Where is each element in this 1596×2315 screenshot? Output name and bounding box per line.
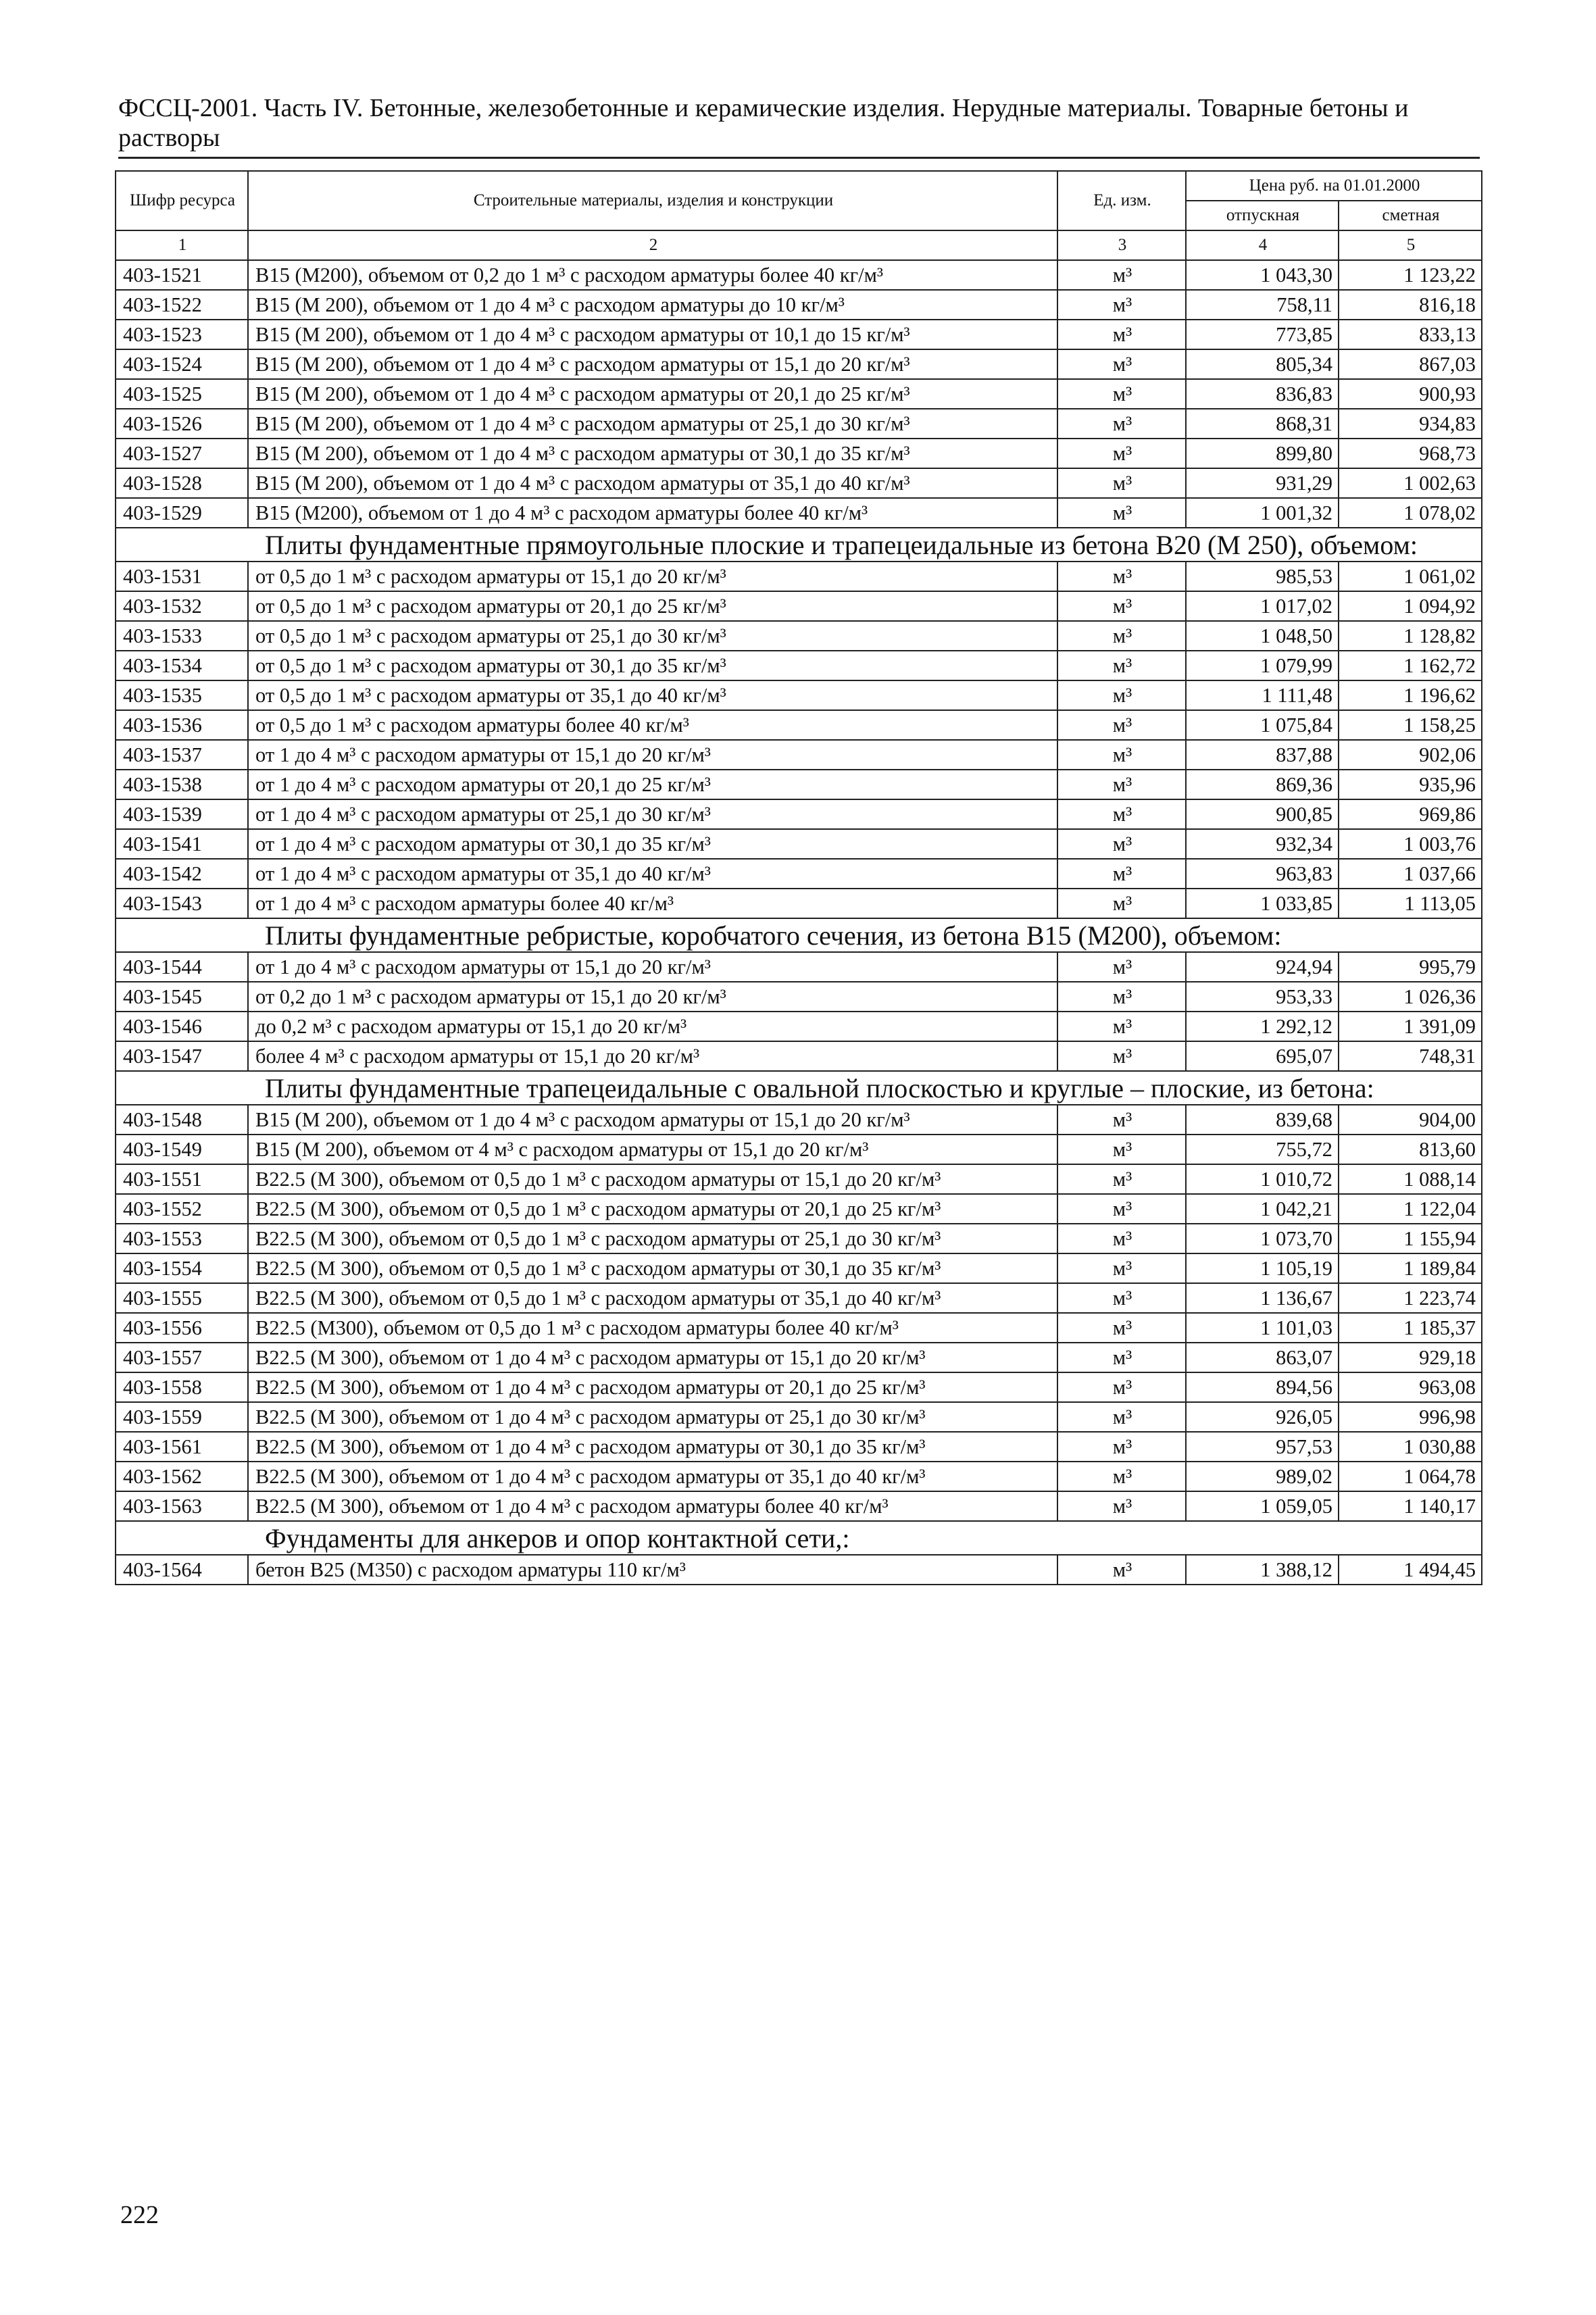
estimate-price-cell: 816,18 <box>1339 290 1482 320</box>
resource-code-cell: 403-1533 <box>116 621 248 651</box>
header-name: Строительные материалы, изделия и конструкции <box>248 171 1057 230</box>
estimate-price-cell: 934,83 <box>1339 409 1482 439</box>
unit-cell: м³ <box>1057 290 1186 320</box>
release-price-cell: 932,34 <box>1186 829 1339 859</box>
unit-cell: м³ <box>1057 379 1186 409</box>
estimate-price-cell: 1 026,36 <box>1339 982 1482 1012</box>
release-price-cell: 1 042,21 <box>1186 1194 1339 1224</box>
release-price-cell: 1 136,67 <box>1186 1283 1339 1313</box>
unit-cell: м³ <box>1057 1105 1186 1135</box>
release-price-cell: 894,56 <box>1186 1372 1339 1402</box>
unit-cell: м³ <box>1057 1555 1186 1585</box>
unit-cell: м³ <box>1057 889 1186 918</box>
unit-cell: м³ <box>1057 680 1186 710</box>
description-cell: В15 (М 200), объемом от 1 до 4 м³ с расходом арматуры от 20,1 до 25 кг/м³ <box>248 379 1057 409</box>
unit-cell: м³ <box>1057 1253 1186 1283</box>
resource-code-cell: 403-1531 <box>116 562 248 591</box>
unit-cell: м³ <box>1057 320 1186 349</box>
release-price-cell: 1 073,70 <box>1186 1224 1339 1253</box>
unit-cell: м³ <box>1057 770 1186 799</box>
table-row <box>116 770 1482 799</box>
description-cell: от 1 до 4 м³ с расходом арматуры от 20,1 до 25 кг/м³ <box>248 770 1057 799</box>
release-price-cell: 989,02 <box>1186 1462 1339 1491</box>
price-table <box>115 170 1482 1585</box>
header-price-group: Цена руб. на 01.01.2000 <box>1186 171 1482 201</box>
unit-cell: м³ <box>1057 409 1186 439</box>
release-price-cell: 1 048,50 <box>1186 621 1339 651</box>
table-row <box>116 829 1482 859</box>
unit-cell: м³ <box>1057 740 1186 770</box>
resource-code-cell: 403-1529 <box>116 498 248 528</box>
resource-code-cell: 403-1561 <box>116 1432 248 1462</box>
description-cell: В22.5 (М 300), объемом от 1 до 4 м³ с расходом арматуры от 35,1 до 40 кг/м³ <box>248 1462 1057 1491</box>
unit-cell: м³ <box>1057 1491 1186 1521</box>
estimate-price-cell: 1 196,62 <box>1339 680 1482 710</box>
release-price-cell: 963,83 <box>1186 859 1339 889</box>
release-price-cell: 869,36 <box>1186 770 1339 799</box>
description-cell: В22.5 (М 300), объемом от 1 до 4 м³ с расходом арматуры от 25,1 до 30 кг/м³ <box>248 1402 1057 1432</box>
table-row <box>116 1462 1482 1491</box>
table-row <box>116 1372 1482 1402</box>
table-row <box>116 498 1482 528</box>
estimate-price-cell: 900,93 <box>1339 379 1482 409</box>
section-title: Плиты фундаментные ребристые, коробчатого сечения, из бетона В15 (М200), объемом: <box>116 918 1482 952</box>
release-price-cell: 758,11 <box>1186 290 1339 320</box>
table-row <box>116 1283 1482 1313</box>
unit-cell: м³ <box>1057 1462 1186 1491</box>
section-header-row <box>116 528 1482 562</box>
description-cell: от 0,5 до 1 м³ с расходом арматуры от 25,1 до 30 кг/м³ <box>248 621 1057 651</box>
header-code: Шифр ресурса <box>116 171 248 230</box>
unit-cell: м³ <box>1057 1283 1186 1313</box>
release-price-cell: 1 111,48 <box>1186 680 1339 710</box>
resource-code-cell: 403-1554 <box>116 1253 248 1283</box>
unit-cell: м³ <box>1057 1313 1186 1343</box>
resource-code-cell: 403-1556 <box>116 1313 248 1343</box>
estimate-price-cell: 969,86 <box>1339 799 1482 829</box>
resource-code-cell: 403-1537 <box>116 740 248 770</box>
table-row <box>116 1135 1482 1164</box>
release-price-cell: 755,72 <box>1186 1135 1339 1164</box>
table-row <box>116 591 1482 621</box>
unit-cell: м³ <box>1057 1041 1186 1071</box>
estimate-price-cell: 1 088,14 <box>1339 1164 1482 1194</box>
resource-code-cell: 403-1563 <box>116 1491 248 1521</box>
estimate-price-cell: 996,98 <box>1339 1402 1482 1432</box>
release-price-cell: 900,85 <box>1186 799 1339 829</box>
description-cell: В15 (М 200), объемом от 1 до 4 м³ с расходом арматуры от 15,1 до 20 кг/м³ <box>248 1105 1057 1135</box>
resource-code-cell: 403-1551 <box>116 1164 248 1194</box>
section-header-row <box>116 918 1482 952</box>
resource-code-cell: 403-1548 <box>116 1105 248 1135</box>
table-row <box>116 651 1482 680</box>
unit-cell: м³ <box>1057 439 1186 468</box>
release-price-cell: 1 059,05 <box>1186 1491 1339 1521</box>
description-cell: В22.5 (М 300), объемом от 1 до 4 м³ с расходом арматуры от 20,1 до 25 кг/м³ <box>248 1372 1057 1402</box>
estimate-price-cell: 1 158,25 <box>1339 710 1482 740</box>
release-price-cell: 899,80 <box>1186 439 1339 468</box>
description-cell: В15 (М 200), объемом от 1 до 4 м³ с расходом арматуры до 10 кг/м³ <box>248 290 1057 320</box>
table-row <box>116 1432 1482 1462</box>
table-row <box>116 320 1482 349</box>
estimate-price-cell: 1 122,04 <box>1339 1194 1482 1224</box>
unit-cell: м³ <box>1057 1194 1186 1224</box>
unit-cell: м³ <box>1057 562 1186 591</box>
unit-cell: м³ <box>1057 1432 1186 1462</box>
table-row <box>116 621 1482 651</box>
estimate-price-cell: 1 078,02 <box>1339 498 1482 528</box>
description-cell: В15 (М 200), объемом от 4 м³ с расходом арматуры от 15,1 до 20 кг/м³ <box>248 1135 1057 1164</box>
resource-code-cell: 403-1536 <box>116 710 248 740</box>
description-cell: В22.5 (М 300), объемом от 0,5 до 1 м³ с расходом арматуры от 25,1 до 30 кг/м³ <box>248 1224 1057 1253</box>
description-cell: до 0,2 м³ с расходом арматуры от 15,1 до 20 кг/м³ <box>248 1012 1057 1041</box>
description-cell: от 0,5 до 1 м³ с расходом арматуры от 30,1 до 35 кг/м³ <box>248 651 1057 680</box>
release-price-cell: 1 017,02 <box>1186 591 1339 621</box>
resource-code-cell: 403-1546 <box>116 1012 248 1041</box>
unit-cell: м³ <box>1057 710 1186 740</box>
resource-code-cell: 403-1539 <box>116 799 248 829</box>
unit-cell: м³ <box>1057 982 1186 1012</box>
unit-cell: м³ <box>1057 349 1186 379</box>
release-price-cell: 773,85 <box>1186 320 1339 349</box>
resource-code-cell: 403-1549 <box>116 1135 248 1164</box>
resource-code-cell: 403-1534 <box>116 651 248 680</box>
page-title: ФССЦ-2001. Часть IV. Бетонные, железобетонные и керамические изделия. Нерудные материалы. Товарные бетоны и растворы <box>118 94 1409 152</box>
table-row <box>116 710 1482 740</box>
section-header-row <box>116 1071 1482 1105</box>
release-price-cell: 1 033,85 <box>1186 889 1339 918</box>
table-row <box>116 680 1482 710</box>
estimate-price-cell: 1 185,37 <box>1339 1313 1482 1343</box>
description-cell: В22.5 (М 300), объемом от 0,5 до 1 м³ с расходом арматуры от 30,1 до 35 кг/м³ <box>248 1253 1057 1283</box>
estimate-price-cell: 1 061,02 <box>1339 562 1482 591</box>
resource-code-cell: 403-1523 <box>116 320 248 349</box>
unit-cell: м³ <box>1057 1012 1186 1041</box>
unit-cell: м³ <box>1057 1135 1186 1164</box>
estimate-price-cell: 1 037,66 <box>1339 859 1482 889</box>
resource-code-cell: 403-1543 <box>116 889 248 918</box>
table-body <box>116 260 1482 1585</box>
description-cell: В15 (М 200), объемом от 1 до 4 м³ с расходом арматуры от 30,1 до 35 кг/м³ <box>248 439 1057 468</box>
resource-code-cell: 403-1562 <box>116 1462 248 1491</box>
resource-code-cell: 403-1521 <box>116 260 248 290</box>
description-cell: В15 (М200), объемом от 1 до 4 м³ с расходом арматуры более 40 кг/м³ <box>248 498 1057 528</box>
resource-code-cell: 403-1552 <box>116 1194 248 1224</box>
unit-cell: м³ <box>1057 799 1186 829</box>
unit-cell: м³ <box>1057 468 1186 498</box>
estimate-price-cell: 1 123,22 <box>1339 260 1482 290</box>
unit-cell: м³ <box>1057 829 1186 859</box>
estimate-price-cell: 929,18 <box>1339 1343 1482 1372</box>
table-row <box>116 889 1482 918</box>
release-price-cell: 926,05 <box>1186 1402 1339 1432</box>
release-price-cell: 1 105,19 <box>1186 1253 1339 1283</box>
resource-code-cell: 403-1541 <box>116 829 248 859</box>
resource-code-cell: 403-1558 <box>116 1372 248 1402</box>
description-cell: В22.5 (М 300), объемом от 0,5 до 1 м³ с расходом арматуры от 20,1 до 25 кг/м³ <box>248 1194 1057 1224</box>
description-cell: В15 (М 200), объемом от 1 до 4 м³ с расходом арматуры от 10,1 до 15 кг/м³ <box>248 320 1057 349</box>
table-row <box>116 952 1482 982</box>
description-cell: от 1 до 4 м³ с расходом арматуры более 40 кг/м³ <box>248 889 1057 918</box>
release-price-cell: 839,68 <box>1186 1105 1339 1135</box>
col-number: 3 <box>1057 230 1186 260</box>
estimate-price-cell: 1 030,88 <box>1339 1432 1482 1462</box>
unit-cell: м³ <box>1057 651 1186 680</box>
description-cell: В15 (М 200), объемом от 1 до 4 м³ с расходом арматуры от 35,1 до 40 кг/м³ <box>248 468 1057 498</box>
table-row <box>116 1105 1482 1135</box>
unit-cell: м³ <box>1057 1164 1186 1194</box>
estimate-price-cell: 813,60 <box>1339 1135 1482 1164</box>
table-row <box>116 468 1482 498</box>
resource-code-cell: 403-1547 <box>116 1041 248 1071</box>
section-header-row <box>116 1521 1482 1555</box>
estimate-price-cell: 1 094,92 <box>1339 591 1482 621</box>
release-price-cell: 1 001,32 <box>1186 498 1339 528</box>
description-cell: от 0,5 до 1 м³ с расходом арматуры от 15,1 до 20 кг/м³ <box>248 562 1057 591</box>
release-price-cell: 953,33 <box>1186 982 1339 1012</box>
estimate-price-cell: 904,00 <box>1339 1105 1482 1135</box>
resource-code-cell: 403-1525 <box>116 379 248 409</box>
table-row <box>116 562 1482 591</box>
release-price-cell: 957,53 <box>1186 1432 1339 1462</box>
release-price-cell: 1 388,12 <box>1186 1555 1339 1585</box>
section-title: Плиты фундаментные трапецеидальные с овальной плоскостью и круглые – плоские, из бетона: <box>116 1071 1482 1105</box>
release-price-cell: 924,94 <box>1186 952 1339 982</box>
table-row <box>116 1313 1482 1343</box>
description-cell: В22.5 (М 300), объемом от 1 до 4 м³ с расходом арматуры от 30,1 до 35 кг/м³ <box>248 1432 1057 1462</box>
table-row <box>116 1555 1482 1585</box>
estimate-price-cell: 1 064,78 <box>1339 1462 1482 1491</box>
estimate-price-cell: 1 223,74 <box>1339 1283 1482 1313</box>
table-row <box>116 1491 1482 1521</box>
release-price-cell: 836,83 <box>1186 379 1339 409</box>
table-row <box>116 290 1482 320</box>
table-row <box>116 1402 1482 1432</box>
resource-code-cell: 403-1522 <box>116 290 248 320</box>
resource-code-cell: 403-1526 <box>116 409 248 439</box>
header-price-release: отпускная <box>1186 201 1339 230</box>
resource-code-cell: 403-1532 <box>116 591 248 621</box>
estimate-price-cell: 1 128,82 <box>1339 621 1482 651</box>
estimate-price-cell: 1 155,94 <box>1339 1224 1482 1253</box>
estimate-price-cell: 963,08 <box>1339 1372 1482 1402</box>
table-row <box>116 799 1482 829</box>
title-underline <box>118 157 1480 159</box>
unit-cell: м³ <box>1057 621 1186 651</box>
description-cell: В22.5 (М 300), объемом от 1 до 4 м³ с расходом арматуры от 15,1 до 20 кг/м³ <box>248 1343 1057 1372</box>
resource-code-cell: 403-1524 <box>116 349 248 379</box>
estimate-price-cell: 902,06 <box>1339 740 1482 770</box>
table-row <box>116 1224 1482 1253</box>
release-price-cell: 868,31 <box>1186 409 1339 439</box>
description-cell: от 1 до 4 м³ с расходом арматуры от 15,1 до 20 кг/м³ <box>248 952 1057 982</box>
estimate-price-cell: 1 003,76 <box>1339 829 1482 859</box>
resource-code-cell: 403-1528 <box>116 468 248 498</box>
description-cell: от 1 до 4 м³ с расходом арматуры от 25,1 до 30 кг/м³ <box>248 799 1057 829</box>
table-row <box>116 439 1482 468</box>
table-row <box>116 1194 1482 1224</box>
unit-cell: м³ <box>1057 1402 1186 1432</box>
description-cell: бетон В25 (М350) с расходом арматуры 110 кг/м³ <box>248 1555 1057 1585</box>
resource-code-cell: 403-1535 <box>116 680 248 710</box>
page-number: 222 <box>120 2201 159 2229</box>
table-row <box>116 1253 1482 1283</box>
resource-code-cell: 403-1557 <box>116 1343 248 1372</box>
release-price-cell: 1 292,12 <box>1186 1012 1339 1041</box>
section-title: Фундаменты для анкеров и опор контактной сети,: <box>116 1521 1482 1555</box>
header-price-estimate: сметная <box>1339 201 1482 230</box>
description-cell: В15 (М 200), объемом от 1 до 4 м³ с расходом арматуры от 15,1 до 20 кг/м³ <box>248 349 1057 379</box>
estimate-price-cell: 1 494,45 <box>1339 1555 1482 1585</box>
release-price-cell: 863,07 <box>1186 1343 1339 1372</box>
release-price-cell: 1 101,03 <box>1186 1313 1339 1343</box>
table-row <box>116 982 1482 1012</box>
header-unit: Ед. изм. <box>1057 171 1186 230</box>
release-price-cell: 1 075,84 <box>1186 710 1339 740</box>
release-price-cell: 1 043,30 <box>1186 260 1339 290</box>
description-cell: от 0,5 до 1 м³ с расходом арматуры от 20,1 до 25 кг/м³ <box>248 591 1057 621</box>
col-number: 5 <box>1339 230 1482 260</box>
unit-cell: м³ <box>1057 260 1186 290</box>
table-row <box>116 349 1482 379</box>
resource-code-cell: 403-1555 <box>116 1283 248 1313</box>
resource-code-cell: 403-1553 <box>116 1224 248 1253</box>
unit-cell: м³ <box>1057 1343 1186 1372</box>
release-price-cell: 805,34 <box>1186 349 1339 379</box>
description-cell: В22.5 (М 300), объемом от 1 до 4 м³ с расходом арматуры более 40 кг/м³ <box>248 1491 1057 1521</box>
release-price-cell: 837,88 <box>1186 740 1339 770</box>
unit-cell: м³ <box>1057 591 1186 621</box>
unit-cell: м³ <box>1057 1372 1186 1402</box>
description-cell: от 1 до 4 м³ с расходом арматуры от 30,1 до 35 кг/м³ <box>248 829 1057 859</box>
resource-code-cell: 403-1564 <box>116 1555 248 1585</box>
estimate-price-cell: 935,96 <box>1339 770 1482 799</box>
release-price-cell: 985,53 <box>1186 562 1339 591</box>
table-row <box>116 409 1482 439</box>
table-row <box>116 1343 1482 1372</box>
unit-cell: м³ <box>1057 859 1186 889</box>
release-price-cell: 1 010,72 <box>1186 1164 1339 1194</box>
table-row <box>116 1164 1482 1194</box>
col-number: 1 <box>116 230 248 260</box>
estimate-price-cell: 1 113,05 <box>1339 889 1482 918</box>
resource-code-cell: 403-1542 <box>116 859 248 889</box>
table-row <box>116 740 1482 770</box>
resource-code-cell: 403-1544 <box>116 952 248 982</box>
release-price-cell: 931,29 <box>1186 468 1339 498</box>
description-cell: от 1 до 4 м³ с расходом арматуры от 15,1 до 20 кг/м³ <box>248 740 1057 770</box>
estimate-price-cell: 1 391,09 <box>1339 1012 1482 1041</box>
estimate-price-cell: 1 162,72 <box>1339 651 1482 680</box>
estimate-price-cell: 833,13 <box>1339 320 1482 349</box>
description-cell: В15 (М200), объемом от 0,2 до 1 м³ с расходом арматуры более 40 кг/м³ <box>248 260 1057 290</box>
unit-cell: м³ <box>1057 952 1186 982</box>
col-number: 2 <box>248 230 1057 260</box>
description-cell: от 1 до 4 м³ с расходом арматуры от 35,1 до 40 кг/м³ <box>248 859 1057 889</box>
resource-code-cell: 403-1559 <box>116 1402 248 1432</box>
col-number: 4 <box>1186 230 1339 260</box>
resource-code-cell: 403-1545 <box>116 982 248 1012</box>
unit-cell: м³ <box>1057 498 1186 528</box>
description-cell: от 0,5 до 1 м³ с расходом арматуры от 35,1 до 40 кг/м³ <box>248 680 1057 710</box>
resource-code-cell: 403-1527 <box>116 439 248 468</box>
description-cell: более 4 м³ с расходом арматуры от 15,1 до 20 кг/м³ <box>248 1041 1057 1071</box>
estimate-price-cell: 968,73 <box>1339 439 1482 468</box>
estimate-price-cell: 1 002,63 <box>1339 468 1482 498</box>
release-price-cell: 1 079,99 <box>1186 651 1339 680</box>
description-cell: В22.5 (М 300), объемом от 0,5 до 1 м³ с расходом арматуры от 35,1 до 40 кг/м³ <box>248 1283 1057 1313</box>
estimate-price-cell: 1 189,84 <box>1339 1253 1482 1283</box>
resource-code-cell: 403-1538 <box>116 770 248 799</box>
table-row <box>116 1041 1482 1071</box>
estimate-price-cell: 867,03 <box>1339 349 1482 379</box>
table-row <box>116 260 1482 290</box>
description-cell: В22.5 (М 300), объемом от 0,5 до 1 м³ с расходом арматуры от 15,1 до 20 кг/м³ <box>248 1164 1057 1194</box>
estimate-price-cell: 995,79 <box>1339 952 1482 982</box>
unit-cell: м³ <box>1057 1224 1186 1253</box>
table-row <box>116 859 1482 889</box>
section-title: Плиты фундаментные прямоугольные плоские и трапецеидальные из бетона В20 (М 250), объемом: <box>116 528 1482 562</box>
estimate-price-cell: 1 140,17 <box>1339 1491 1482 1521</box>
estimate-price-cell: 748,31 <box>1339 1041 1482 1071</box>
description-cell: от 0,5 до 1 м³ с расходом арматуры более 40 кг/м³ <box>248 710 1057 740</box>
release-price-cell: 695,07 <box>1186 1041 1339 1071</box>
description-cell: В22.5 (М300), объемом от 0,5 до 1 м³ с расходом арматуры более 40 кг/м³ <box>248 1313 1057 1343</box>
table-row <box>116 1012 1482 1041</box>
table-row <box>116 379 1482 409</box>
description-cell: В15 (М 200), объемом от 1 до 4 м³ с расходом арматуры от 25,1 до 30 кг/м³ <box>248 409 1057 439</box>
description-cell: от 0,2 до 1 м³ с расходом арматуры от 15,1 до 20 кг/м³ <box>248 982 1057 1012</box>
